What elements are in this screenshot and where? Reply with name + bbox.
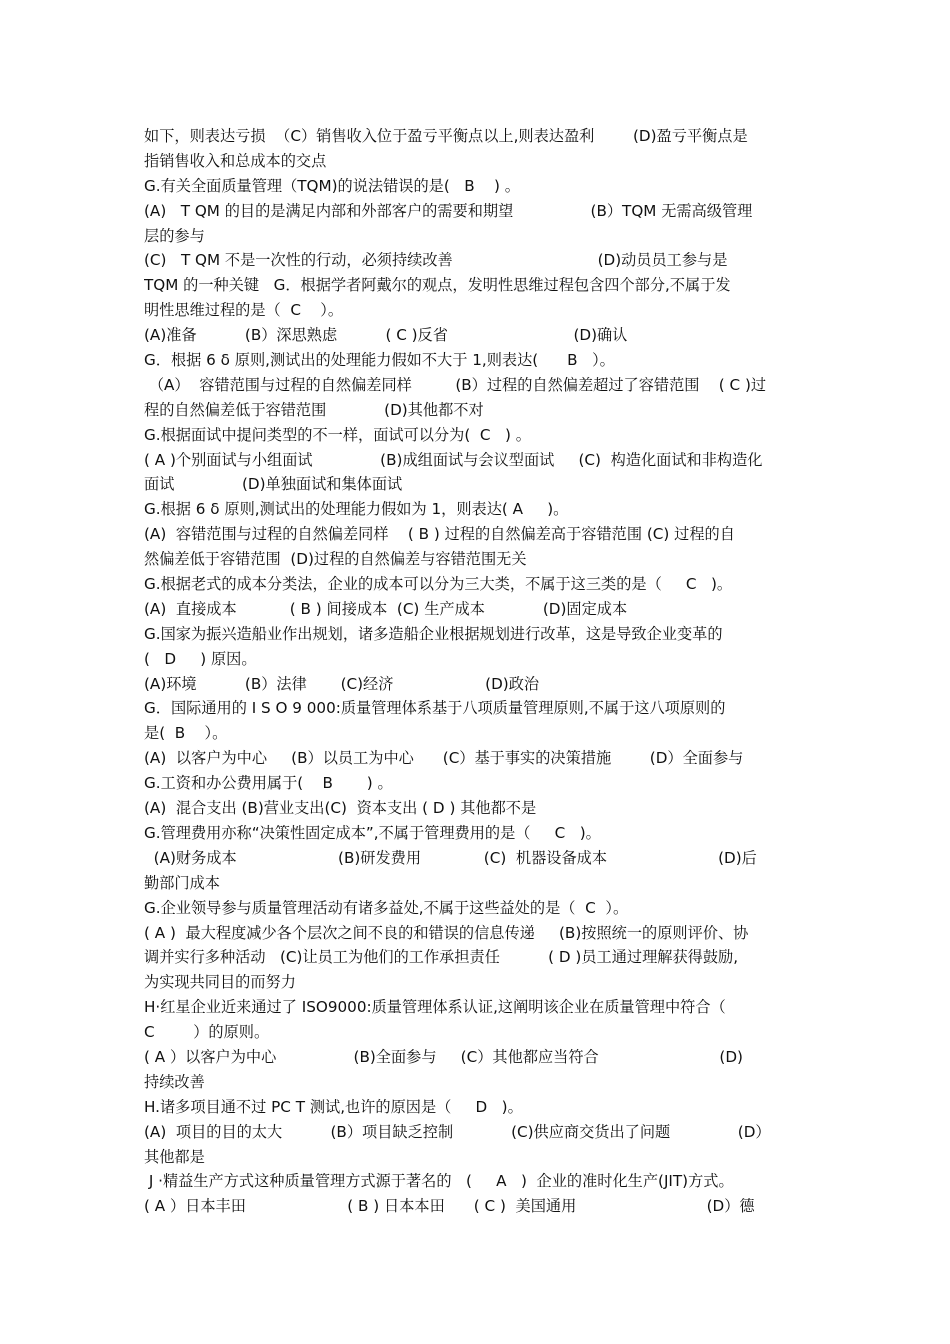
text-line: 明性思维过程的是（ C ）。	[144, 301, 344, 320]
text-line: (A) 混合支出 (B)营业支出(C) 资本支出 ( D ) 其他都不是	[144, 799, 537, 818]
text-line: C ）的原则。	[144, 1023, 270, 1042]
text-line: ( D ) 原因。	[144, 649, 257, 668]
text-line: （A） 容错范围与过程的自然偏差同样 (B）过程的自然偏差超过了容错范围 ( C )过	[144, 375, 767, 394]
text-line: 程的自然偏差低于容错范围 (D)其他都不对	[144, 400, 484, 419]
text-line: G.国家为振兴造船业作出规划，诸多造船企业根据规划进行改革，这是导致企业变革的	[144, 624, 723, 643]
text-line: 然偏差低于容错范围 (D)过程的自然偏差与容错范围无关	[144, 550, 527, 569]
text-line: G.有关全面质量管理（TQM)的说法错误的是( B ) 。	[144, 176, 520, 195]
text-line: 层的参与	[144, 226, 205, 245]
text-line: ( A )个别面试与小组面试 (B)成组面试与会议型面试 (C) 构造化面试和非构造化	[144, 450, 763, 469]
text-line: 持续改善	[144, 1072, 205, 1091]
text-line: (A) 容错范围与过程的自然偏差同样 ( B ) 过程的自然偏差高于容错范围 (C) 过程的自	[144, 525, 735, 544]
text-line: ( A ）以客户为中心 (B)全面参与 (C）其他都应当符合 (D)	[144, 1047, 743, 1066]
text-line: TQM 的一种关键 G．根据学者阿戴尔的观点，发明性思维过程包含四个部分,不属于发	[144, 276, 731, 295]
text-line: (A)环境 (B）法律 (C)经济 (D)政治	[144, 674, 540, 693]
text-line: G.管理费用亦称“决策性固定成本”,不属于管理费用的是（ C )。	[144, 823, 601, 842]
text-line: ( A ）日本丰田 ( B ) 日本本田 ( C ) 美国通用 (D）德	[144, 1197, 755, 1216]
text-line: 是( B ）。	[144, 724, 228, 743]
text-line: (A)财务成本 (B)研发费用 (C) 机器设备成本 (D)后	[144, 848, 757, 867]
text-line: G.根据 6 δ 原则,测试出的处理能力假如为 1，则表达( A )。	[144, 500, 569, 519]
text-line: H.诸多项目通不过 PC T 测试,也许的原因是（ D )。	[144, 1097, 523, 1116]
text-line: (A) T QM 的目的是满足内部和外部客户的需要和期望 (B）TQM 无需高级管理	[144, 201, 753, 220]
text-line: (A) 直接成本 ( B ) 间接成本 (C) 生产成本 (D)固定成本	[144, 599, 628, 618]
text-line: 指销售收入和总成本的交点	[144, 151, 327, 170]
text-line: G．根据 6 δ 原则,测试出的处理能力假如不大于 1,则表达( B ）。	[144, 351, 615, 370]
text-line: 面试 (D)单独面试和集体面试	[144, 475, 403, 494]
text-line: 调并实行多种活动 (C)让员工为他们的工作承担责任 ( D )员工通过理解获得鼓励,	[144, 948, 739, 967]
text-line: H·红星企业近来通过了 ISO9000:质量管理体系认证,这阐明该企业在质量管理中符合（	[144, 998, 726, 1017]
text-line: G.根据老式的成本分类法，企业的成本可以分为三大类，不属于这三类的是（ C )。	[144, 575, 733, 594]
document-body	[144, 124, 808, 1219]
text-line: (A)准备 (B）深思熟虑 ( C )反省 (D)确认	[144, 326, 628, 345]
text-line: (A) 以客户为中心 (B）以员工为中心 (C）基于事实的决策措施 (D）全面参与	[144, 749, 744, 768]
text-line: G.企业领导参与质量管理活动有诸多益处,不属于这些益处的是（ C ）。	[144, 898, 629, 917]
text-line: G．国际通用的 I S O 9 000:质量管理体系基于八项质量管理原则,不属于这八项原则的	[144, 699, 726, 718]
text-line: 为实现共同目的而努力	[144, 973, 296, 992]
text-line: 勤部门成本	[144, 873, 220, 892]
text-line: (C) T QM 不是一次性的行动，必须持续改善 (D)动员员工参与是	[144, 251, 728, 270]
text-line: J ·精益生产方式这种质量管理方式源于著名的 ( A ) 企业的准时化生产(JIT)方式。	[144, 1172, 734, 1191]
text-line: 如下，则表达亏损 （C）销售收入位于盈亏平衡点以上,则表达盈利 (D)盈亏平衡点是	[144, 127, 748, 145]
text-line: 其他都是	[144, 1147, 205, 1166]
text-line: ( A ) 最大程度减少各个层次之间不良的和错误的信息传递 (B)按照统一的原则评价、协	[144, 923, 749, 942]
text-line: G.根据面试中提问类型的不一样，面试可以分为( C ) 。	[144, 425, 531, 444]
text-line: G.工资和办公费用属于( B ) 。	[144, 774, 393, 793]
text-line: (A) 项目的目的太大 (B）项目缺乏控制 (C)供应商交货出了问题 (D）	[144, 1122, 771, 1141]
